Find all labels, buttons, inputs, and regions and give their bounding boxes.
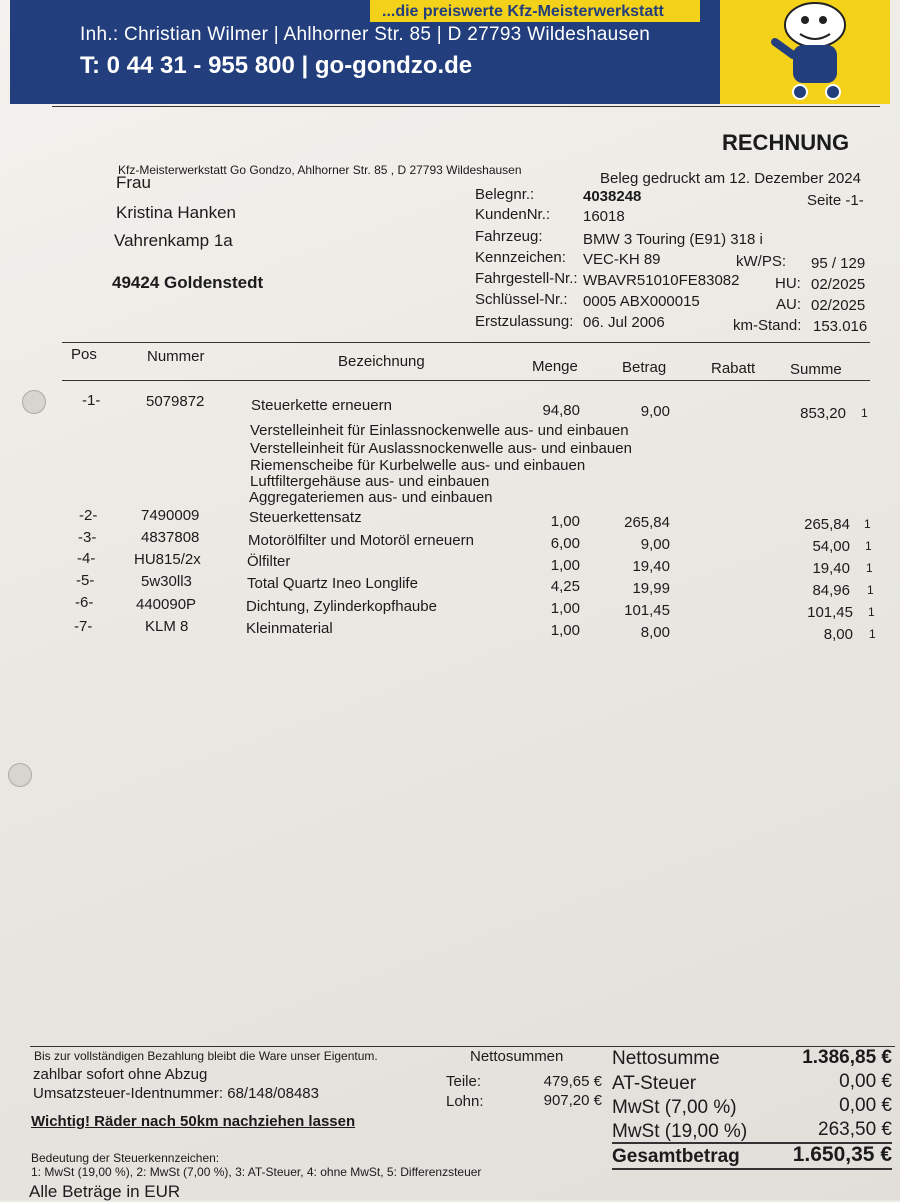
meta-label: Fahrzeug: xyxy=(475,228,543,245)
cell-tax-code: 1 xyxy=(866,561,873,575)
item-detail-line: Luftfiltergehäuse aus- und einbauen xyxy=(250,473,490,490)
currency-note: Alle Beträge in EUR xyxy=(29,1182,181,1201)
meta-right-value: 02/2025 xyxy=(811,276,866,293)
cell-menge: 1,00 xyxy=(550,622,580,639)
table-top-rule xyxy=(62,342,870,343)
teile-label: Teile: xyxy=(446,1073,482,1090)
recipient-name: Kristina Hanken xyxy=(116,203,237,222)
meta-right-label: km-Stand: xyxy=(733,317,802,334)
mascot-logo xyxy=(755,0,875,104)
cell-nummer: 4837808 xyxy=(141,529,200,546)
cell-betrag: 265,84 xyxy=(624,514,670,531)
meta-value: BMW 3 Touring (E91) 318 i xyxy=(583,231,763,248)
cell-menge: 4,25 xyxy=(550,578,580,595)
col-header-nummer: Nummer xyxy=(147,348,205,365)
meta-label: Schlüssel-Nr.: xyxy=(475,291,568,308)
cell-tax-code: 1 xyxy=(869,627,876,641)
meta-label: Belegnr.: xyxy=(475,186,535,203)
cell-bezeichnung: Kleinmaterial xyxy=(246,620,333,637)
col-header-betrag: Betrag xyxy=(622,359,667,376)
col-header-pos: Pos xyxy=(71,346,97,363)
grand-total-label: Gesamtbetrag xyxy=(612,1146,740,1167)
item-detail-line: Verstelleinheit für Auslassnockenwelle aus- und einbauen xyxy=(250,440,632,457)
total-label: AT-Steuer xyxy=(612,1073,697,1094)
slogan: ...die preiswerte Kfz-Meisterwerkstatt xyxy=(382,3,664,20)
col-header-bezeichnung: Bezeichnung xyxy=(338,353,425,370)
cell-bezeichnung: Motorölfilter und Motoröl erneuern xyxy=(248,532,474,549)
table-header-rule xyxy=(62,380,870,381)
meta-right-value: 153.016 xyxy=(813,318,868,335)
wheel-warning: Wichtig! Räder nach 50km nachziehen lassen xyxy=(31,1113,356,1130)
cell-nummer: 7490009 xyxy=(141,507,200,524)
cell-menge: 1,00 xyxy=(550,557,580,574)
meta-value: WBAVR51010FE83082 xyxy=(583,272,740,289)
cell-pos: -5- xyxy=(76,572,95,589)
ownership-note: Bis zur vollständigen Bezahlung bleibt die Ware unser Eigentum. xyxy=(34,1049,378,1063)
cell-betrag: 8,00 xyxy=(640,624,670,641)
meta-label: Kennzeichen: xyxy=(475,249,566,266)
col-header-menge: Menge xyxy=(532,358,578,375)
page-number: Seite -1- xyxy=(807,192,864,209)
recipient-salutation: Frau xyxy=(116,173,151,192)
total-label: Nettosumme xyxy=(612,1048,720,1069)
vat-id: Umsatzsteuer-Identnummer: 68/148/08483 xyxy=(33,1085,319,1102)
cell-nummer: 440090P xyxy=(136,596,197,613)
recipient-street: Vahrenkamp 1a xyxy=(114,231,233,250)
total-value: 0,00 € xyxy=(839,1095,892,1116)
cell-menge: 1,00 xyxy=(550,513,580,530)
cell-summe: 84,96 xyxy=(812,582,850,599)
cell-pos: -6- xyxy=(75,594,94,611)
lohn-label: Lohn: xyxy=(446,1093,484,1110)
cell-summe: 265,84 xyxy=(804,516,850,533)
total-value: 263,50 € xyxy=(818,1119,892,1140)
col-header-rabatt: Rabatt xyxy=(711,360,756,377)
net-heading: Nettosummen xyxy=(470,1048,564,1065)
cell-summe: 54,00 xyxy=(812,538,850,555)
sender-line: Kfz-Meisterwerkstatt Go Gondzo, Ahlhorner Str. 85 , D 27793 Wildeshausen xyxy=(118,163,522,177)
cell-pos: -4- xyxy=(77,550,96,567)
cell-summe: 19,40 xyxy=(812,560,850,577)
meta-right-value: 95 / 129 xyxy=(811,255,866,272)
cell-nummer: 5079872 xyxy=(146,393,205,410)
meta-value: 4038248 xyxy=(583,188,642,205)
cell-tax-code: 1 xyxy=(868,605,875,619)
cell-tax-code: 1 xyxy=(861,406,868,420)
meta-label: Erstzulassung: xyxy=(475,313,574,330)
cell-bezeichnung: Ölfilter xyxy=(247,553,291,570)
cell-pos: -7- xyxy=(74,618,93,635)
teile-value: 479,65 € xyxy=(543,1073,602,1090)
meta-right-label: AU: xyxy=(776,296,802,313)
meta-value: 16018 xyxy=(583,208,625,225)
punch-hole xyxy=(22,390,46,414)
cell-summe: 853,20 xyxy=(800,405,846,422)
cell-bezeichnung: Steuerkette erneuern xyxy=(251,397,392,414)
owner-address-line: Inh.: Christian Wilmer | Ahlhorner Str. 85 | D 27793 Wildeshausen xyxy=(80,24,651,45)
cell-betrag: 19,40 xyxy=(632,558,670,575)
document-title: RECHNUNG xyxy=(722,130,850,155)
meta-right-label: kW/PS: xyxy=(736,253,787,270)
meta-value: VEC-KH 89 xyxy=(583,251,661,268)
cell-betrag: 9,00 xyxy=(640,403,670,420)
grand-total-value: 1.650,35 € xyxy=(792,1143,892,1166)
cell-nummer: HU815/2x xyxy=(134,551,201,568)
cell-bezeichnung: Total Quartz Ineo Longlife xyxy=(247,575,418,592)
recipient-city: 49424 Goldenstedt xyxy=(112,273,264,292)
cell-summe: 8,00 xyxy=(823,626,853,643)
total-label: MwSt (19,00 %) xyxy=(612,1121,748,1142)
cell-pos: -3- xyxy=(78,529,97,546)
meta-label: KundenNr.: xyxy=(475,206,551,223)
meta-label: Fahrgestell-Nr.: xyxy=(475,270,578,287)
cell-tax-code: 1 xyxy=(865,539,872,553)
tax-key-text: 1: MwSt (19,00 %), 2: MwSt (7,00 %), 3: AT-Steuer, 4: ohne MwSt, 5: Differenzsteuer xyxy=(31,1165,482,1179)
cell-betrag: 19,99 xyxy=(632,580,670,597)
header-rule xyxy=(52,106,880,107)
col-header-summe: Summe xyxy=(790,361,842,378)
printed-date: Beleg gedruckt am 12. Dezember 2024 xyxy=(600,170,861,187)
cell-menge: 6,00 xyxy=(550,535,580,552)
total-value: 1.386,85 € xyxy=(802,1047,892,1068)
payment-terms: zahlbar sofort ohne Abzug xyxy=(33,1066,208,1083)
cell-tax-code: 1 xyxy=(864,517,871,531)
total-value: 0,00 € xyxy=(839,1071,892,1092)
item-detail-line: Aggregateriemen aus- und einbauen xyxy=(249,489,493,506)
cell-nummer: 5w30ll3 xyxy=(141,573,192,590)
cell-betrag: 9,00 xyxy=(640,536,670,553)
item-detail-line: Verstelleinheit für Einlassnockenwelle aus- und einbauen xyxy=(250,422,629,439)
cell-pos: -1- xyxy=(82,392,101,409)
cell-bezeichnung: Steuerkettensatz xyxy=(249,509,362,526)
meta-right-value: 02/2025 xyxy=(811,297,866,314)
cell-menge: 1,00 xyxy=(550,600,580,617)
contact-line: T: 0 44 31 - 955 800 | go-gondzo.de xyxy=(80,52,473,79)
cell-menge: 94,80 xyxy=(542,402,580,419)
total-label: MwSt (7,00 %) xyxy=(612,1097,737,1118)
cell-bezeichnung: Dichtung, Zylinderkopfhaube xyxy=(246,598,437,615)
punch-hole xyxy=(8,763,32,787)
cell-betrag: 101,45 xyxy=(624,602,670,619)
item-detail-line: Riemenscheibe für Kurbelwelle aus- und einbauen xyxy=(250,457,586,474)
cell-pos: -2- xyxy=(79,507,98,524)
meta-value: 0005 ABX000015 xyxy=(583,293,700,310)
grand-total-underline xyxy=(612,1168,892,1170)
tax-key-title: Bedeutung der Steuerkennzeichen: xyxy=(31,1151,220,1165)
cell-tax-code: 1 xyxy=(867,583,874,597)
cell-summe: 101,45 xyxy=(807,604,853,621)
meta-value: 06. Jul 2006 xyxy=(583,314,665,331)
cell-nummer: KLM 8 xyxy=(145,618,189,635)
meta-right-label: HU: xyxy=(775,275,801,292)
lohn-value: 907,20 € xyxy=(543,1092,602,1109)
